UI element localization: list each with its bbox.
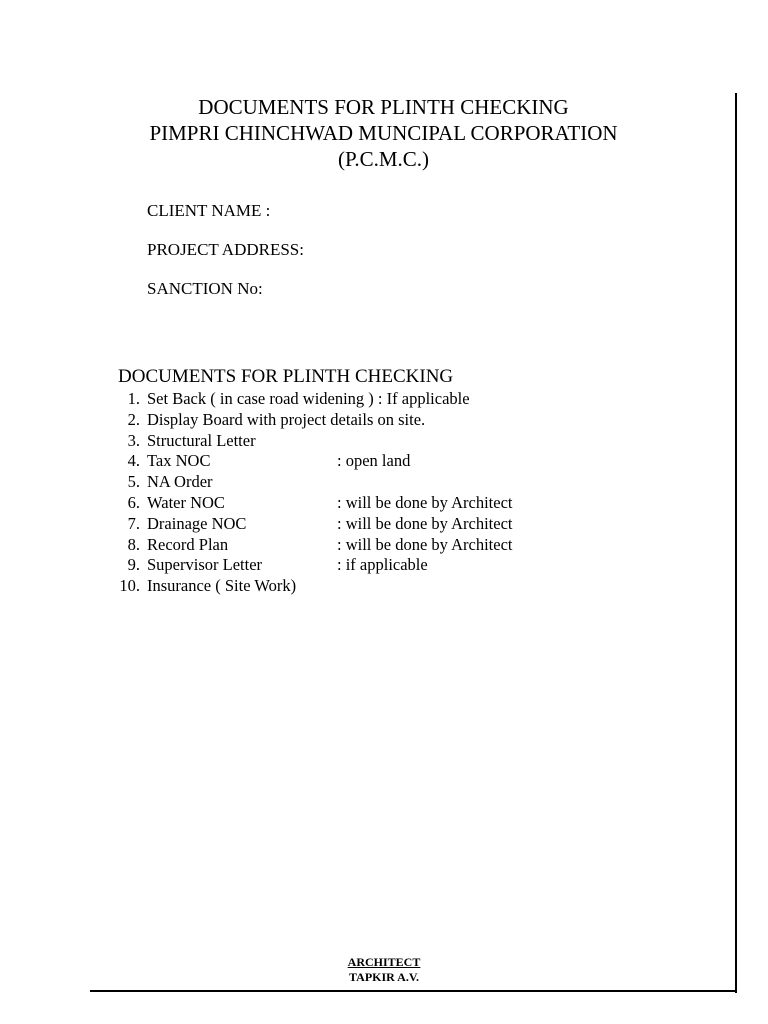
item-number: 7.: [127, 513, 140, 533]
item-name: Water NOC: [147, 492, 225, 512]
project-address-label: PROJECT ADDRESS:: [147, 240, 304, 259]
item-number: 9.: [127, 555, 140, 575]
item-note: : will be done by Architect: [337, 534, 513, 554]
item-note: : will be done by Architect: [337, 492, 513, 512]
footer-role: ARCHITECT: [347, 955, 421, 969]
sanction-number-label: SANCTION No:: [147, 279, 263, 298]
item-number: 3.: [127, 430, 140, 450]
signature-block: [300, 955, 468, 985]
item-note: : will be done by Architect: [337, 513, 513, 533]
footer-name: TAPKIR A.V.: [349, 970, 419, 984]
client-name-label: CLIENT NAME :: [147, 201, 271, 220]
item-name: Structural Letter: [147, 430, 256, 450]
item-note: : open land: [337, 451, 411, 471]
item-note: : if applicable: [337, 555, 428, 575]
page-border-bottom: [90, 990, 737, 992]
item-number: 8.: [127, 534, 140, 554]
item-name: Drainage NOC: [147, 513, 247, 533]
item-name: Tax NOC: [147, 451, 211, 471]
item-name: Insurance ( Site Work): [147, 576, 297, 596]
document-header: [80, 94, 687, 172]
item-number: 10.: [119, 576, 140, 596]
item-number: 1.: [127, 389, 140, 408]
header-corporation: PIMPRI CHINCHWAD MUNCIPAL CORPORATION: [149, 121, 618, 145]
item-name: Display Board with project details on site.: [147, 409, 426, 429]
item-number: 5.: [127, 472, 140, 492]
item-number: 2.: [127, 409, 140, 429]
section-title: DOCUMENTS FOR PLINTH CHECKING: [118, 366, 454, 387]
page-border-right: [735, 93, 737, 993]
item-name: NA Order: [147, 472, 213, 492]
header-abbreviation: (P.C.M.C.): [337, 147, 430, 171]
item-number: 4.: [127, 451, 140, 471]
item-name: Record Plan: [147, 534, 229, 554]
item-number: 6.: [127, 492, 140, 512]
item-name: Set Back ( in case road widening ) : If applicable: [147, 389, 470, 408]
item-name: Supervisor Letter: [147, 555, 263, 575]
header-title: DOCUMENTS FOR PLINTH CHECKING: [198, 95, 569, 119]
